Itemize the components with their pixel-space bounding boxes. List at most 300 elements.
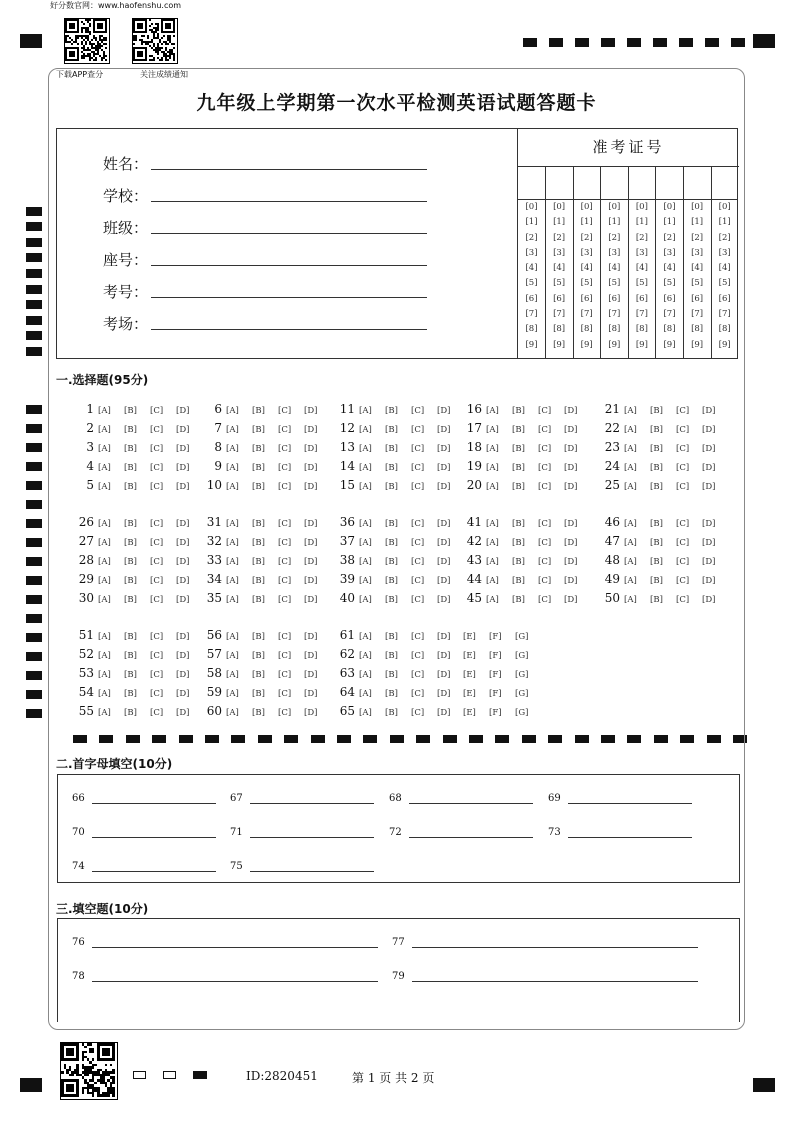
answer-bubble-d[interactable]: [D]: [304, 708, 318, 718]
answer-bubble-d[interactable]: [D]: [437, 632, 451, 642]
admission-digit-bubble[interactable]: [6]: [580, 293, 593, 304]
answer-bubble-c[interactable]: [C]: [538, 406, 552, 416]
admission-digit-bubble[interactable]: [2]: [691, 232, 704, 243]
admission-digit-bubble[interactable]: [7]: [691, 309, 704, 320]
answer-bubble-a[interactable]: [A]: [98, 519, 111, 529]
answer-bubble-b[interactable]: [B]: [650, 444, 663, 454]
answer-bubble-d[interactable]: [D]: [437, 482, 451, 492]
answer-bubble-d[interactable]: [D]: [564, 557, 578, 567]
answer-bubble-d[interactable]: [D]: [437, 689, 451, 699]
admission-digit-box[interactable]: [684, 166, 711, 200]
answer-bubble-c[interactable]: [C]: [278, 444, 292, 454]
answer-bubble-c[interactable]: [C]: [278, 632, 292, 642]
answer-bubble-c[interactable]: [C]: [150, 519, 164, 529]
exam-room-field[interactable]: [103, 313, 148, 334]
answer-bubble-d[interactable]: [D]: [564, 425, 578, 435]
answer-bubble-c[interactable]: [C]: [538, 444, 552, 454]
answer-bubble-a[interactable]: [A]: [624, 444, 637, 454]
answer-bubble-d[interactable]: [D]: [564, 595, 578, 605]
fill-blank-line[interactable]: [250, 871, 374, 872]
answer-bubble-c[interactable]: [C]: [278, 538, 292, 548]
answer-bubble-d[interactable]: [D]: [176, 576, 190, 586]
answer-bubble-b[interactable]: [B]: [512, 595, 525, 605]
admission-digit-bubble[interactable]: [3]: [525, 247, 538, 258]
answer-bubble-b[interactable]: [B]: [650, 519, 663, 529]
answer-bubble-a[interactable]: [A]: [624, 557, 637, 567]
admission-digit-bubble[interactable]: [6]: [635, 293, 648, 304]
answer-bubble-b[interactable]: [B]: [385, 425, 398, 435]
answer-bubble-c[interactable]: [C]: [278, 708, 292, 718]
admission-digit-bubble[interactable]: [3]: [635, 247, 648, 258]
answer-bubble-a[interactable]: [A]: [226, 406, 239, 416]
answer-bubble-b[interactable]: [B]: [124, 538, 137, 548]
answer-bubble-b[interactable]: [B]: [512, 482, 525, 492]
admission-digit-bubble[interactable]: [0]: [691, 202, 704, 212]
answer-bubble-a[interactable]: [A]: [486, 444, 499, 454]
fill-blank-line[interactable]: [250, 803, 374, 804]
answer-bubble-a[interactable]: [A]: [98, 538, 111, 548]
admission-digit-bubble[interactable]: [9]: [525, 339, 538, 350]
answer-bubble-d[interactable]: [D]: [564, 538, 578, 548]
admission-digit-bubble[interactable]: [5]: [663, 278, 676, 289]
answer-bubble-a[interactable]: [A]: [226, 482, 239, 492]
answer-bubble-d[interactable]: [D]: [437, 425, 451, 435]
fill-blank-item[interactable]: [72, 793, 85, 804]
fill-blank-line[interactable]: [92, 837, 216, 838]
admission-digit-box[interactable]: [546, 166, 573, 200]
answer-bubble-a[interactable]: [A]: [359, 519, 372, 529]
answer-bubble-d[interactable]: [D]: [564, 463, 578, 473]
answer-bubble-b[interactable]: [B]: [512, 425, 525, 435]
answer-bubble-b[interactable]: [B]: [252, 557, 265, 567]
fill-blank-item[interactable]: [389, 827, 402, 838]
admission-digit-bubble[interactable]: [7]: [663, 309, 676, 320]
answer-bubble-c[interactable]: [C]: [278, 670, 292, 680]
admission-digit-box[interactable]: [601, 166, 628, 200]
answer-bubble-c[interactable]: [C]: [411, 576, 425, 586]
answer-bubble-c[interactable]: [C]: [411, 689, 425, 699]
answer-bubble-b[interactable]: [B]: [512, 557, 525, 567]
admission-digit-bubble[interactable]: [0]: [663, 202, 676, 212]
answer-bubble-b[interactable]: [B]: [252, 689, 265, 699]
answer-bubble-d[interactable]: [D]: [564, 519, 578, 529]
admission-digit-box[interactable]: [518, 166, 545, 200]
answer-bubble-a[interactable]: [A]: [98, 632, 111, 642]
answer-bubble-a[interactable]: [A]: [98, 595, 111, 605]
answer-bubble-c[interactable]: [C]: [411, 557, 425, 567]
answer-bubble-a[interactable]: [A]: [486, 425, 499, 435]
answer-bubble-d[interactable]: [D]: [437, 519, 451, 529]
admission-digit-bubble[interactable]: [4]: [608, 263, 621, 274]
answer-bubble-a[interactable]: [A]: [359, 557, 372, 567]
admission-digit-bubble[interactable]: [6]: [691, 293, 704, 304]
answer-bubble-b[interactable]: [B]: [252, 463, 265, 473]
answer-bubble-b[interactable]: [B]: [252, 538, 265, 548]
answer-bubble-b[interactable]: [B]: [650, 557, 663, 567]
answer-bubble-c[interactable]: [C]: [411, 595, 425, 605]
fill-blank-item[interactable]: [548, 827, 561, 838]
admission-digit-bubble[interactable]: [5]: [580, 278, 593, 289]
answer-bubble-b[interactable]: [B]: [512, 406, 525, 416]
answer-bubble-a[interactable]: [A]: [359, 425, 372, 435]
answer-bubble-b[interactable]: [B]: [385, 595, 398, 605]
answer-bubble-b[interactable]: [B]: [252, 632, 265, 642]
answer-bubble-d[interactable]: [D]: [176, 519, 190, 529]
answer-bubble-b[interactable]: [B]: [124, 651, 137, 661]
answer-bubble-d[interactable]: [D]: [564, 576, 578, 586]
answer-bubble-c[interactable]: [C]: [676, 463, 690, 473]
answer-bubble-d[interactable]: [D]: [304, 519, 318, 529]
answer-bubble-a[interactable]: [A]: [98, 557, 111, 567]
answer-bubble-a[interactable]: [A]: [359, 406, 372, 416]
answer-bubble-b[interactable]: [B]: [385, 576, 398, 586]
answer-bubble-b[interactable]: [B]: [650, 538, 663, 548]
answer-bubble-d[interactable]: [D]: [176, 538, 190, 548]
answer-bubble-c[interactable]: [C]: [150, 482, 164, 492]
answer-bubble-c[interactable]: [C]: [676, 519, 690, 529]
fill-blank-line[interactable]: [250, 837, 374, 838]
class-field[interactable]: [103, 217, 148, 238]
answer-bubble-a[interactable]: [A]: [359, 670, 372, 680]
answer-bubble-a[interactable]: [A]: [98, 406, 111, 416]
answer-bubble-d[interactable]: [D]: [304, 670, 318, 680]
answer-bubble-a[interactable]: [A]: [226, 557, 239, 567]
admission-digit-bubble[interactable]: [5]: [691, 278, 704, 289]
answer-bubble-c[interactable]: [C]: [150, 463, 164, 473]
answer-bubble-a[interactable]: [A]: [624, 463, 637, 473]
admission-digit-bubble[interactable]: [2]: [718, 232, 731, 243]
answer-bubble-c[interactable]: [C]: [150, 576, 164, 586]
answer-bubble-c[interactable]: [C]: [676, 406, 690, 416]
answer-bubble-c[interactable]: [C]: [676, 538, 690, 548]
admission-digit-bubble[interactable]: [9]: [718, 339, 731, 350]
admission-digit-bubble[interactable]: [5]: [718, 278, 731, 289]
fill-blank-line[interactable]: [568, 803, 692, 804]
answer-bubble-b[interactable]: [B]: [252, 425, 265, 435]
answer-bubble-b[interactable]: [B]: [124, 632, 137, 642]
admission-digit-bubble[interactable]: [6]: [553, 293, 566, 304]
admission-digit-bubble[interactable]: [1]: [553, 217, 566, 228]
admission-digit-bubble[interactable]: [8]: [663, 324, 676, 335]
admission-digit-bubble[interactable]: [7]: [608, 309, 621, 320]
admission-digit-bubble[interactable]: [8]: [608, 324, 621, 335]
answer-bubble-a[interactable]: [A]: [486, 519, 499, 529]
answer-bubble-a[interactable]: [A]: [226, 519, 239, 529]
fill-blank-item[interactable]: [230, 861, 243, 872]
answer-bubble-a[interactable]: [A]: [624, 538, 637, 548]
admission-digit-bubble[interactable]: [1]: [580, 217, 593, 228]
answer-bubble-b[interactable]: [B]: [650, 595, 663, 605]
answer-bubble-b[interactable]: [B]: [124, 406, 137, 416]
answer-bubble-e[interactable]: [E]: [463, 689, 476, 699]
admission-digit-bubble[interactable]: [2]: [553, 232, 566, 243]
answer-bubble-a[interactable]: [A]: [624, 425, 637, 435]
answer-bubble-b[interactable]: [B]: [512, 519, 525, 529]
answer-bubble-c[interactable]: [C]: [411, 538, 425, 548]
answer-bubble-f[interactable]: [F]: [489, 651, 502, 661]
answer-bubble-d[interactable]: [D]: [176, 406, 190, 416]
admission-digit-bubble[interactable]: [2]: [608, 232, 621, 243]
answer-bubble-d[interactable]: [D]: [437, 708, 451, 718]
answer-bubble-b[interactable]: [B]: [124, 557, 137, 567]
answer-bubble-d[interactable]: [D]: [304, 689, 318, 699]
answer-bubble-d[interactable]: [D]: [437, 595, 451, 605]
fill-blank-item[interactable]: [548, 793, 561, 804]
answer-bubble-d[interactable]: [D]: [437, 444, 451, 454]
admission-digit-bubble[interactable]: [3]: [691, 247, 704, 258]
answer-bubble-d[interactable]: [D]: [304, 425, 318, 435]
answer-bubble-b[interactable]: [B]: [252, 444, 265, 454]
admission-digit-bubble[interactable]: [8]: [691, 324, 704, 335]
answer-bubble-b[interactable]: [B]: [124, 576, 137, 586]
admission-digit-box[interactable]: [573, 166, 600, 200]
answer-bubble-d[interactable]: [D]: [304, 538, 318, 548]
answer-bubble-c[interactable]: [C]: [150, 651, 164, 661]
admission-digit-bubble[interactable]: [6]: [525, 293, 538, 304]
admission-digit-bubble[interactable]: [0]: [580, 202, 593, 212]
admission-digit-bubble[interactable]: [7]: [635, 309, 648, 320]
admission-digit-bubble[interactable]: [0]: [525, 202, 538, 212]
answer-bubble-g[interactable]: [G]: [515, 708, 529, 718]
fill-blank-line[interactable]: [412, 981, 698, 982]
answer-bubble-b[interactable]: [B]: [650, 406, 663, 416]
admission-digit-bubble[interactable]: [7]: [580, 309, 593, 320]
answer-bubble-b[interactable]: [B]: [124, 444, 137, 454]
answer-bubble-c[interactable]: [C]: [150, 595, 164, 605]
answer-bubble-d[interactable]: [D]: [564, 406, 578, 416]
answer-bubble-d[interactable]: [D]: [176, 444, 190, 454]
answer-bubble-d[interactable]: [D]: [304, 632, 318, 642]
answer-bubble-d[interactable]: [D]: [564, 444, 578, 454]
answer-bubble-d[interactable]: [D]: [437, 576, 451, 586]
answer-bubble-c[interactable]: [C]: [411, 632, 425, 642]
admission-digit-bubble[interactable]: [4]: [718, 263, 731, 274]
admission-digit-bubble[interactable]: [4]: [635, 263, 648, 274]
answer-bubble-c[interactable]: [C]: [150, 670, 164, 680]
answer-bubble-d[interactable]: [D]: [702, 425, 716, 435]
answer-bubble-b[interactable]: [B]: [385, 463, 398, 473]
answer-bubble-c[interactable]: [C]: [278, 576, 292, 586]
answer-bubble-d[interactable]: [D]: [176, 708, 190, 718]
fill-blank-line[interactable]: [568, 837, 692, 838]
answer-bubble-f[interactable]: [F]: [489, 670, 502, 680]
answer-bubble-c[interactable]: [C]: [676, 595, 690, 605]
answer-bubble-d[interactable]: [D]: [304, 482, 318, 492]
admission-digit-bubble[interactable]: [9]: [553, 339, 566, 350]
answer-bubble-c[interactable]: [C]: [150, 632, 164, 642]
answer-bubble-a[interactable]: [A]: [98, 651, 111, 661]
admission-digit-bubble[interactable]: [5]: [525, 278, 538, 289]
answer-bubble-b[interactable]: [B]: [512, 463, 525, 473]
answer-bubble-b[interactable]: [B]: [385, 538, 398, 548]
answer-bubble-c[interactable]: [C]: [278, 406, 292, 416]
answer-bubble-b[interactable]: [B]: [385, 406, 398, 416]
answer-bubble-b[interactable]: [B]: [650, 576, 663, 586]
answer-bubble-a[interactable]: [A]: [624, 595, 637, 605]
answer-bubble-c[interactable]: [C]: [278, 689, 292, 699]
answer-bubble-b[interactable]: [B]: [252, 519, 265, 529]
answer-bubble-a[interactable]: [A]: [486, 482, 499, 492]
answer-bubble-a[interactable]: [A]: [624, 519, 637, 529]
answer-bubble-a[interactable]: [A]: [98, 444, 111, 454]
answer-bubble-a[interactable]: [A]: [226, 425, 239, 435]
answer-bubble-b[interactable]: [B]: [385, 670, 398, 680]
admission-digit-bubble[interactable]: [3]: [663, 247, 676, 258]
answer-bubble-d[interactable]: [D]: [304, 557, 318, 567]
admission-digit-bubble[interactable]: [8]: [718, 324, 731, 335]
answer-bubble-d[interactable]: [D]: [702, 444, 716, 454]
admission-digit-bubble[interactable]: [2]: [525, 232, 538, 243]
answer-bubble-c[interactable]: [C]: [676, 425, 690, 435]
answer-bubble-b[interactable]: [B]: [252, 406, 265, 416]
answer-bubble-b[interactable]: [B]: [385, 708, 398, 718]
admission-digit-bubble[interactable]: [4]: [663, 263, 676, 274]
answer-bubble-g[interactable]: [G]: [515, 632, 529, 642]
admission-digit-bubble[interactable]: [6]: [608, 293, 621, 304]
answer-bubble-a[interactable]: [A]: [98, 576, 111, 586]
answer-bubble-c[interactable]: [C]: [150, 689, 164, 699]
answer-bubble-d[interactable]: [D]: [176, 632, 190, 642]
answer-bubble-c[interactable]: [C]: [411, 670, 425, 680]
answer-bubble-a[interactable]: [A]: [359, 595, 372, 605]
admission-digit-bubble[interactable]: [6]: [718, 293, 731, 304]
admission-digit-bubble[interactable]: [2]: [663, 232, 676, 243]
admission-digit-box[interactable]: [628, 166, 655, 200]
answer-bubble-a[interactable]: [A]: [226, 632, 239, 642]
answer-bubble-g[interactable]: [G]: [515, 651, 529, 661]
answer-bubble-b[interactable]: [B]: [252, 651, 265, 661]
admission-digit-bubble[interactable]: [1]: [635, 217, 648, 228]
answer-bubble-b[interactable]: [B]: [252, 482, 265, 492]
answer-bubble-a[interactable]: [A]: [624, 406, 637, 416]
admission-digit-bubble[interactable]: [9]: [635, 339, 648, 350]
admission-digit-bubble[interactable]: [8]: [553, 324, 566, 335]
answer-bubble-e[interactable]: [E]: [463, 708, 476, 718]
answer-bubble-c[interactable]: [C]: [278, 463, 292, 473]
answer-bubble-c[interactable]: [C]: [150, 557, 164, 567]
answer-bubble-c[interactable]: [C]: [278, 425, 292, 435]
answer-bubble-d[interactable]: [D]: [437, 463, 451, 473]
answer-bubble-b[interactable]: [B]: [124, 519, 137, 529]
answer-bubble-c[interactable]: [C]: [676, 576, 690, 586]
answer-bubble-d[interactable]: [D]: [702, 557, 716, 567]
answer-bubble-d[interactable]: [D]: [437, 557, 451, 567]
answer-bubble-a[interactable]: [A]: [359, 482, 372, 492]
answer-bubble-b[interactable]: [B]: [650, 425, 663, 435]
fill-blank-item[interactable]: [72, 827, 85, 838]
answer-bubble-c[interactable]: [C]: [150, 708, 164, 718]
answer-bubble-a[interactable]: [A]: [359, 444, 372, 454]
answer-bubble-d[interactable]: [D]: [437, 670, 451, 680]
answer-bubble-b[interactable]: [B]: [512, 444, 525, 454]
answer-bubble-c[interactable]: [C]: [411, 463, 425, 473]
fill-blank-line[interactable]: [409, 837, 533, 838]
admission-digit-bubble[interactable]: [0]: [553, 202, 566, 212]
fill-blank-item[interactable]: [392, 937, 405, 948]
answer-bubble-a[interactable]: [A]: [98, 463, 111, 473]
fill-blank-line[interactable]: [92, 947, 378, 948]
admission-digit-bubble[interactable]: [2]: [580, 232, 593, 243]
answer-bubble-c[interactable]: [C]: [411, 651, 425, 661]
admission-digit-bubble[interactable]: [5]: [553, 278, 566, 289]
answer-bubble-d[interactable]: [D]: [176, 595, 190, 605]
answer-bubble-c[interactable]: [C]: [150, 406, 164, 416]
admission-digit-bubble[interactable]: [3]: [718, 247, 731, 258]
answer-bubble-d[interactable]: [D]: [176, 482, 190, 492]
answer-bubble-a[interactable]: [A]: [226, 538, 239, 548]
school-field[interactable]: [103, 185, 148, 206]
admission-digit-bubble[interactable]: [4]: [691, 263, 704, 274]
answer-bubble-g[interactable]: [G]: [515, 689, 529, 699]
admission-digit-bubble[interactable]: [9]: [608, 339, 621, 350]
answer-bubble-a[interactable]: [A]: [486, 595, 499, 605]
answer-bubble-a[interactable]: [A]: [624, 482, 637, 492]
answer-bubble-d[interactable]: [D]: [176, 463, 190, 473]
answer-bubble-a[interactable]: [A]: [359, 576, 372, 586]
answer-bubble-a[interactable]: [A]: [359, 632, 372, 642]
answer-bubble-d[interactable]: [D]: [304, 651, 318, 661]
answer-bubble-c[interactable]: [C]: [278, 482, 292, 492]
fill-blank-item[interactable]: [72, 937, 85, 948]
answer-bubble-b[interactable]: [B]: [252, 708, 265, 718]
answer-bubble-e[interactable]: [E]: [463, 651, 476, 661]
answer-bubble-b[interactable]: [B]: [252, 576, 265, 586]
admission-digit-bubble[interactable]: [8]: [580, 324, 593, 335]
answer-bubble-a[interactable]: [A]: [226, 463, 239, 473]
answer-bubble-c[interactable]: [C]: [278, 557, 292, 567]
answer-bubble-c[interactable]: [C]: [538, 482, 552, 492]
answer-bubble-b[interactable]: [B]: [385, 632, 398, 642]
answer-bubble-d[interactable]: [D]: [702, 576, 716, 586]
fill-blank-item[interactable]: [230, 793, 243, 804]
fill-blank-line[interactable]: [92, 981, 378, 982]
answer-bubble-d[interactable]: [D]: [176, 689, 190, 699]
answer-bubble-a[interactable]: [A]: [624, 576, 637, 586]
answer-bubble-b[interactable]: [B]: [650, 463, 663, 473]
answer-bubble-b[interactable]: [B]: [124, 482, 137, 492]
admission-digit-bubble[interactable]: [5]: [608, 278, 621, 289]
answer-bubble-a[interactable]: [A]: [359, 651, 372, 661]
name-field[interactable]: [103, 153, 148, 174]
answer-bubble-d[interactable]: [D]: [437, 406, 451, 416]
admission-digit-box[interactable]: [711, 166, 738, 200]
admission-digit-bubble[interactable]: [0]: [718, 202, 731, 212]
answer-bubble-a[interactable]: [A]: [359, 689, 372, 699]
answer-bubble-a[interactable]: [A]: [486, 406, 499, 416]
answer-bubble-b[interactable]: [B]: [124, 708, 137, 718]
answer-bubble-a[interactable]: [A]: [486, 463, 499, 473]
answer-bubble-d[interactable]: [D]: [702, 595, 716, 605]
answer-bubble-b[interactable]: [B]: [385, 651, 398, 661]
answer-bubble-a[interactable]: [A]: [359, 538, 372, 548]
answer-bubble-c[interactable]: [C]: [538, 425, 552, 435]
answer-bubble-d[interactable]: [D]: [702, 406, 716, 416]
answer-bubble-a[interactable]: [A]: [98, 708, 111, 718]
answer-bubble-d[interactable]: [D]: [176, 425, 190, 435]
admission-digit-bubble[interactable]: [4]: [525, 263, 538, 274]
answer-bubble-c[interactable]: [C]: [411, 406, 425, 416]
answer-bubble-b[interactable]: [B]: [385, 689, 398, 699]
answer-bubble-b[interactable]: [B]: [124, 670, 137, 680]
admission-digit-bubble[interactable]: [3]: [580, 247, 593, 258]
answer-bubble-b[interactable]: [B]: [252, 595, 265, 605]
admission-digit-bubble[interactable]: [8]: [635, 324, 648, 335]
fill-blank-item[interactable]: [389, 793, 402, 804]
admission-digit-box[interactable]: [656, 166, 683, 200]
answer-bubble-a[interactable]: [A]: [486, 557, 499, 567]
answer-bubble-a[interactable]: [A]: [226, 651, 239, 661]
fill-blank-line[interactable]: [412, 947, 698, 948]
